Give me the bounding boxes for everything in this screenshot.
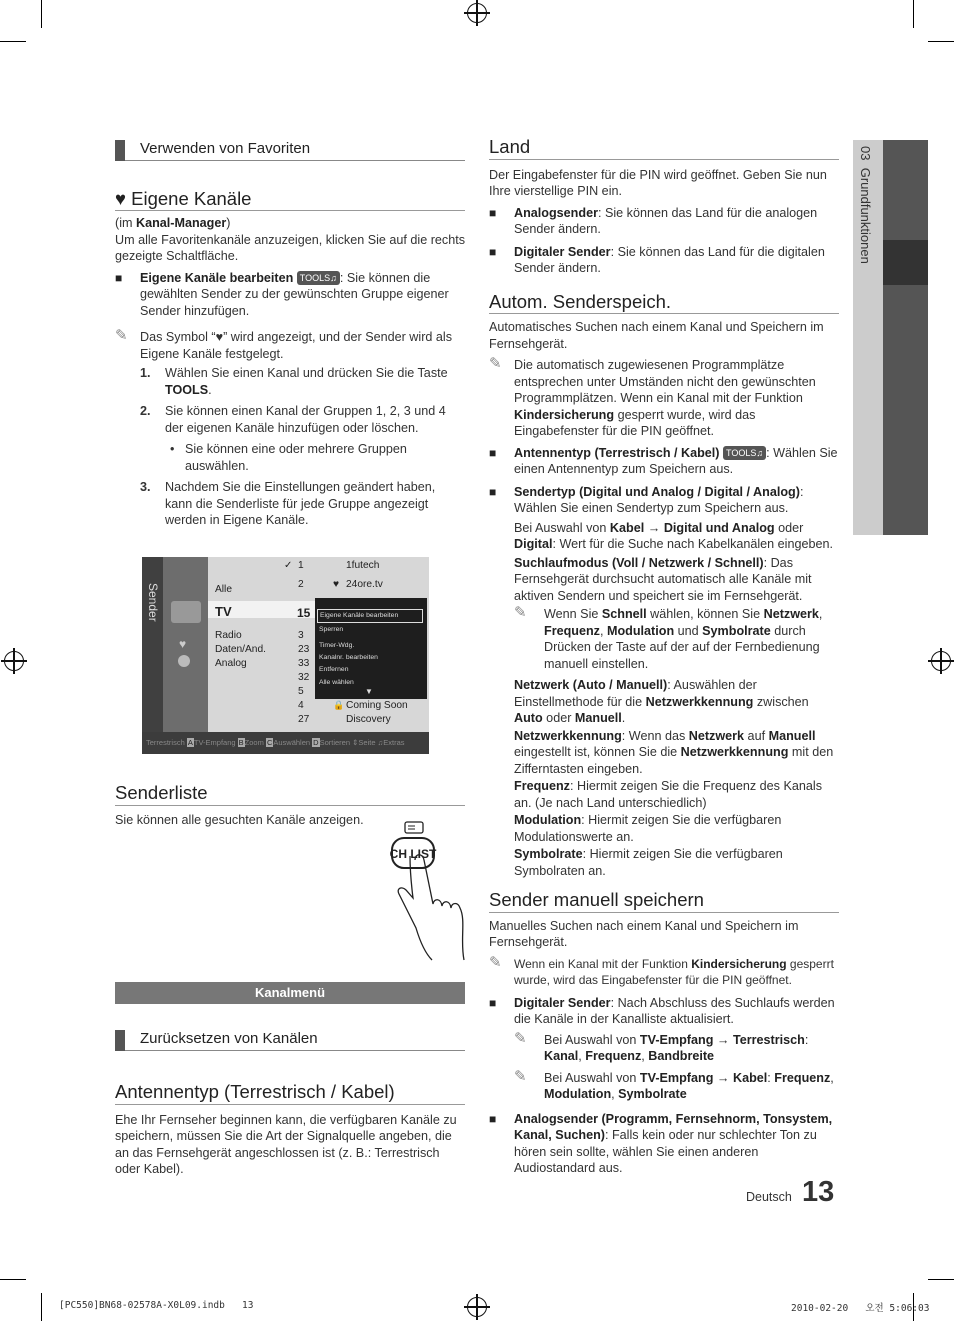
t: wählen, können Sie [646, 607, 764, 621]
ch-num: 1 [298, 560, 304, 571]
b: Manuell [768, 728, 816, 743]
eigene-kanaele-title [115, 187, 465, 212]
steps-list [115, 365, 465, 529]
bullet-bold: Antennentyp (Terrestrisch / Kabel) [514, 445, 720, 460]
chapter-tab-dark [883, 140, 928, 535]
t: : Das Fernsehgerät durchsucht automatisch alle Kanäle mit aktiven Sendern und speichert sie im Fernsehgerät. [514, 555, 812, 603]
b: Auto [514, 711, 543, 725]
im-line [115, 215, 465, 232]
step-3 [140, 479, 465, 529]
step-1 [140, 365, 465, 398]
bar-item: Extras [383, 738, 405, 747]
b: Kanal [544, 1049, 579, 1063]
date-info: 2010-02-20 오전 5:06:03 [791, 1303, 930, 1314]
channel-name[interactable]: Discovery [346, 714, 391, 725]
bullet-text: : Sie können das Land für die digitalen Sender ändern. [514, 244, 825, 275]
pencil-icon: ✎ [514, 1029, 527, 1047]
land-title: Land [489, 139, 839, 160]
t: , [830, 1070, 834, 1085]
t: und [674, 623, 703, 638]
t: : Hiermit zeigen Sie die verfügbaren Modulationswerte an. [514, 813, 782, 844]
t: : Auswählen der Einstellmethode für die [514, 678, 757, 709]
check-icon: ✓ [284, 560, 293, 571]
t: → [713, 1032, 733, 1047]
pencil-icon: ✎ [514, 1067, 527, 1085]
bar-item: Sortieren [319, 738, 351, 747]
b: Netzwerkkennung [680, 745, 789, 759]
crop-mark [928, 1279, 954, 1280]
ch-num: 3 [298, 630, 304, 641]
t: Bei Auswahl von [514, 520, 610, 535]
group-alle[interactable]: Alle [215, 584, 232, 595]
popup-item[interactable]: Entfernen [319, 666, 349, 673]
t: , [599, 623, 607, 638]
autom-bullet-1 [489, 445, 839, 478]
manuell-text: Manuelles Suchen nach einem Kanal und Speichern im Fernsehgerät. [489, 918, 799, 949]
group-daten[interactable]: Daten/And. [215, 644, 266, 655]
b: Frequenz [544, 623, 600, 638]
registration-mark [4, 651, 24, 671]
b: Netzwerk [763, 607, 819, 621]
tools-label: TOOLS [726, 447, 757, 458]
b: Symbolrate [514, 847, 583, 861]
note-text: Die automatisch zugewiesenen Programmplätze entsprechen unter Umständen nicht den gewünschten Programmplätzen. Wenn ein Kanal mit der Funktion [514, 358, 816, 405]
t: → [644, 520, 664, 535]
tools-icon: ♫ [756, 447, 764, 458]
bullet-text: : Nach Abschluss des Suchlaufs werden die Kanäle in der Kanalliste aktualisiert. [514, 995, 835, 1026]
b: Modulation [606, 623, 675, 638]
b: Suchlaufmodus (Voll / Netzwerk / Schnell) [514, 555, 764, 570]
sub-dot-text: Sie können eine oder mehrere Gruppen auswählen. [185, 442, 407, 473]
bullet-text: : Wählen Sie einen Antennentyp zum Speichern aus. [514, 445, 838, 476]
sender-sidebar [142, 557, 163, 732]
chapter-title: Grundfunktionen [858, 167, 873, 264]
t: Wenn ein Kanal mit der Funktion [514, 956, 692, 971]
sender-bottom-bar [142, 732, 429, 754]
file-info: [PC550]BN68-02578A-X0L09.indb 13 [59, 1300, 254, 1311]
t: gesperrt wurde, wird das Eingabefenster für die PIN geöffnet. [514, 956, 834, 987]
b: Netzwerkkennung [514, 728, 622, 743]
chapter-label [858, 146, 873, 264]
t: : Wert für die Suche nach Kabelkanälen eingeben. [552, 537, 834, 551]
netz-line [514, 677, 839, 727]
crop-mark [913, 0, 914, 28]
bullet-bold: Analogsender (Programm, Fernsehnorm, Tonsystem, Kanal, Suchen) [514, 1111, 833, 1142]
schnell-note [514, 606, 839, 672]
lock-icon: 🔒 [333, 700, 345, 710]
bar-key-a: A [187, 738, 193, 747]
t: , [578, 1049, 586, 1063]
bar-item: Seite [358, 738, 376, 747]
pencil-icon: ✎ [115, 327, 128, 344]
group-list [215, 629, 266, 671]
step-2-subpoint: • Sie können eine oder mehrere Gruppen auswählen. [170, 442, 407, 473]
b: Netzwerk [688, 728, 745, 743]
autom-bullet-2 [489, 484, 839, 517]
group-analog[interactable]: Analog [215, 658, 247, 669]
im-prefix: (im [115, 216, 136, 230]
b: Netzwerkkennung [645, 694, 754, 709]
b: TV-Empfang [639, 1032, 714, 1047]
autom-note-1 [489, 357, 839, 440]
popup-item[interactable]: Kanalnr. bearbeiten [319, 654, 378, 661]
reset-heading: Zurücksetzen von Kanälen [115, 1030, 465, 1051]
eigene-intro: Um alle Favoritenkanäle anzuzeigen, klicken Sie auf die rechts gezeigte Schaltfläche. [115, 232, 466, 263]
step-bold: TOOLS [165, 382, 209, 397]
note-bold: Kindersicherung [514, 407, 615, 422]
tools-icon: ♫ [377, 738, 384, 747]
t: durch Drücken der Taste auf der auf der Fernbedienung manuell einstellen. [544, 623, 820, 671]
ch-num: 32 [298, 672, 310, 683]
b: Modulation [544, 1087, 612, 1101]
t: , [641, 1049, 649, 1063]
reset-section [115, 1030, 465, 1051]
tools-badge [723, 446, 766, 460]
t: : Hiermit zeigen Sie die verfügbaren Symbolraten an. [514, 847, 783, 878]
crop-mark [0, 1279, 26, 1280]
footer-language: Deutsch [746, 1190, 792, 1204]
step-number: 2. [140, 404, 151, 418]
pencil-icon: ✎ [489, 953, 502, 971]
note-post: ” wird angezeigt, und der Sender wird als Eigene Kanäle festgelegt. [140, 330, 452, 361]
tools-label: TOOLS [299, 272, 331, 283]
bullet-text: : Sie können die gewählten Sender zu der gewünschten Gruppe eigener Sender hinzufügen. [140, 270, 449, 318]
scroll-down-icon[interactable]: ▼ [365, 687, 373, 696]
kabel-line [514, 520, 839, 553]
b: Digital [514, 537, 553, 551]
b: Schnell [601, 607, 647, 621]
popup-item[interactable]: Eigene Kanäle bearbeiten [317, 609, 423, 623]
left-column [115, 140, 465, 529]
manuell-bullet-2 [489, 1111, 839, 1177]
right-column [489, 136, 839, 1177]
bullet-text: : Wählen Sie einen Sendertyp zum Speichern aus. [514, 484, 804, 515]
icon-column [163, 557, 208, 732]
land-text: Der Eingabefenster für die PIN wird geöffnet. Geben Sie nun Ihre vierstellige PIN ein. [489, 167, 827, 198]
b: Symbolrate [618, 1087, 687, 1101]
step-number: 1. [140, 366, 151, 380]
step-text: Wählen Sie einen Kanal und drücken Sie die Taste [165, 366, 448, 380]
step-text: Nachdem Sie die Einstellungen geändert haben, kann die Senderliste für jede Gruppe angezeigt werden in Eigene Kanäle. [165, 480, 436, 527]
im-suffix: ) [226, 216, 231, 230]
land-bullet-2 [489, 244, 839, 277]
heart-icon: ♥ [333, 579, 340, 590]
im-bold: Kanal-Manager [135, 216, 227, 230]
sender-side-label: Sender [146, 583, 160, 622]
b: Kabel [732, 1070, 768, 1085]
t: : Hiermit zeigen Sie die Frequenz des Kanals an. (Je nach Land unterschiedlich) [514, 779, 822, 810]
manuell-note [489, 953, 839, 989]
bar-item: Terrestrisch [146, 738, 185, 747]
eigene-bullet [115, 270, 465, 320]
t: Bei Auswahl von [544, 1070, 640, 1085]
bullet-bold: Digitaler Sender [514, 995, 611, 1010]
popup-item[interactable]: Timer-Wdg. [319, 642, 355, 649]
b: Netzwerk (Auto / Manuell) [514, 678, 668, 692]
step-number: 3. [140, 480, 151, 494]
antennentyp-title: Antennentyp (Terrestrisch / Kabel) [115, 1084, 465, 1105]
land-bullet-1 [489, 205, 839, 238]
t: , [611, 1087, 619, 1101]
bullet-bold: Analogsender [514, 205, 598, 220]
bar-key-c: C [266, 738, 273, 747]
ch-list-label: CH LIST [389, 847, 437, 861]
mod-line [514, 812, 839, 845]
b: Terrestrisch [732, 1032, 805, 1047]
t: Wenn Sie [544, 607, 602, 621]
page-arrows-icon: ⇕ [352, 738, 359, 747]
pencil-icon: ✎ [489, 355, 502, 372]
b: TV-Empfang [639, 1070, 714, 1085]
channel-name[interactable]: 24ore.tv [346, 579, 383, 590]
crop-mark [0, 41, 26, 42]
t: oder [542, 711, 575, 725]
antennentyp-text: Ehe Ihr Fernseher beginnen kann, die verfügbaren Kanäle zu speichern, müssen Sie die Art der Signalquelle angeben, die an das Fernsehgerät angeschlossen ist (z. B.: Terrestrisch oder Kabel). [115, 1112, 457, 1176]
bullet-bold: Sendertyp (Digital und Analog / Digital / Analog) [514, 484, 800, 499]
autom-text: Automatisches Suchen nach einem Kanal und Speichern im Fernsehgerät. [489, 320, 824, 351]
chapter-number: 03 [858, 146, 873, 161]
antennentyp-section [115, 1081, 465, 1178]
bullet-bold: Eigene Kanäle bearbeiten [140, 270, 294, 285]
note-pre: Das Symbol “ [140, 330, 216, 344]
t: auf [744, 728, 769, 743]
ch-num-list [298, 629, 309, 727]
b: Kindersicherung [691, 956, 787, 971]
channel-name[interactable]: 1futech [346, 560, 380, 571]
manuell-bullet-1 [489, 995, 839, 1028]
manuell-note-terrestrisch [514, 1029, 839, 1065]
eigene-note [115, 329, 465, 362]
crop-mark [928, 41, 954, 42]
b: Frequenz [585, 1049, 642, 1063]
t: : [767, 1070, 775, 1085]
step-2 [140, 403, 465, 436]
ch-num: 33 [298, 658, 310, 669]
ch-list-button-illustration [388, 820, 468, 965]
t: Bei Auswahl von [544, 1032, 640, 1047]
bullet-bold: Digitaler Sender [514, 244, 611, 259]
pencil-icon: ✎ [514, 604, 527, 621]
tv-group-icon [171, 601, 201, 623]
popup-item[interactable]: Sperren [319, 626, 344, 633]
t: eingestellt ist, können Sie die [514, 745, 681, 759]
b: Manuell [574, 711, 622, 725]
t: . [621, 711, 626, 725]
tools-popup [315, 598, 427, 699]
registration-mark [467, 1297, 487, 1317]
b: Digital und Analog [663, 520, 775, 535]
crop-mark [41, 1293, 42, 1321]
manuell-title: Sender manuell speichern [489, 892, 839, 913]
ch-num: 15 [297, 606, 311, 620]
bullet-text: : Sie können das Land für die analogen Sender ändern. [514, 205, 818, 236]
bar-item: Zoom [244, 738, 264, 747]
b: Symbolrate [702, 623, 771, 638]
senderliste-text: Sie können alle gesuchten Kanäle anzeigen. [115, 812, 364, 827]
t: : [804, 1032, 809, 1047]
registration-mark [931, 651, 951, 671]
bullet-text: : Falls kein oder nur schlechter Ton zu hören sein sollte, wählen Sie einen anderen Audiostandard aus. [514, 1128, 817, 1175]
favorites-heading: Verwenden von Favoriten [115, 140, 465, 161]
t: mit den Zifferntasten eingeben. [514, 745, 834, 776]
ch-num: 2 [298, 579, 304, 590]
senderliste-title: Senderliste [115, 785, 465, 806]
registration-mark [467, 3, 487, 23]
note-text: gesperrt wurde, wird das Eingabefenster für die PIN geöffnet. [514, 407, 756, 438]
autom-details [489, 520, 839, 880]
heart-icon: ♥ [115, 187, 126, 209]
bar-key-d: D [313, 738, 319, 747]
ch-num: 27 [298, 714, 310, 725]
heart-icon: ♥ [215, 330, 224, 344]
group-radio[interactable]: Radio [215, 630, 242, 641]
ch-num: 5 [298, 686, 304, 697]
globe-icon [178, 655, 190, 667]
crop-mark [41, 0, 42, 28]
popup-item[interactable]: Alle wählen [319, 679, 354, 686]
t: oder [774, 520, 804, 535]
bar-key-b: B [238, 738, 244, 747]
t: , [818, 607, 823, 621]
group-tv[interactable]: TV [215, 604, 232, 619]
bar-item: Auswählen [273, 738, 311, 747]
b: Frequenz [514, 779, 570, 793]
ch-num: 4 [298, 700, 304, 711]
b: Modulation [514, 813, 582, 827]
step-text: Sie können einen Kanal der Gruppen 1, 2, 3 und 4 der eigenen Kanäle hinzufügen oder löschen. [165, 404, 446, 435]
tools-icon: ♫ [330, 272, 337, 283]
eigene-title-text: Eigene Kanäle [131, 187, 252, 209]
t: zwischen [753, 694, 809, 709]
freq-line [514, 778, 839, 811]
tools-badge [297, 271, 340, 285]
ch-num: 23 [298, 644, 310, 655]
kanalmenu-bar: Kanalmenü [115, 982, 465, 1004]
b: Bandbreite [648, 1049, 715, 1063]
such-line [514, 555, 839, 605]
page-number: 13 [802, 1176, 835, 1208]
step-tail: . [208, 382, 212, 397]
heart-icon: ♥ [179, 637, 187, 651]
t: : Wenn das [621, 728, 689, 743]
manuell-note-kabel [514, 1067, 839, 1103]
bar-item: TV-Empfang [193, 738, 236, 747]
nk-line [514, 728, 839, 778]
b: Frequenz [774, 1070, 831, 1085]
sym-line [514, 846, 839, 879]
autom-title: Autom. Senderspeich. [489, 294, 839, 315]
t: → [713, 1070, 733, 1085]
sender-screen [142, 557, 429, 754]
b: Kabel [609, 520, 645, 535]
chapter-tab-highlight [883, 240, 928, 285]
channel-name[interactable]: Coming Soon [346, 700, 408, 711]
